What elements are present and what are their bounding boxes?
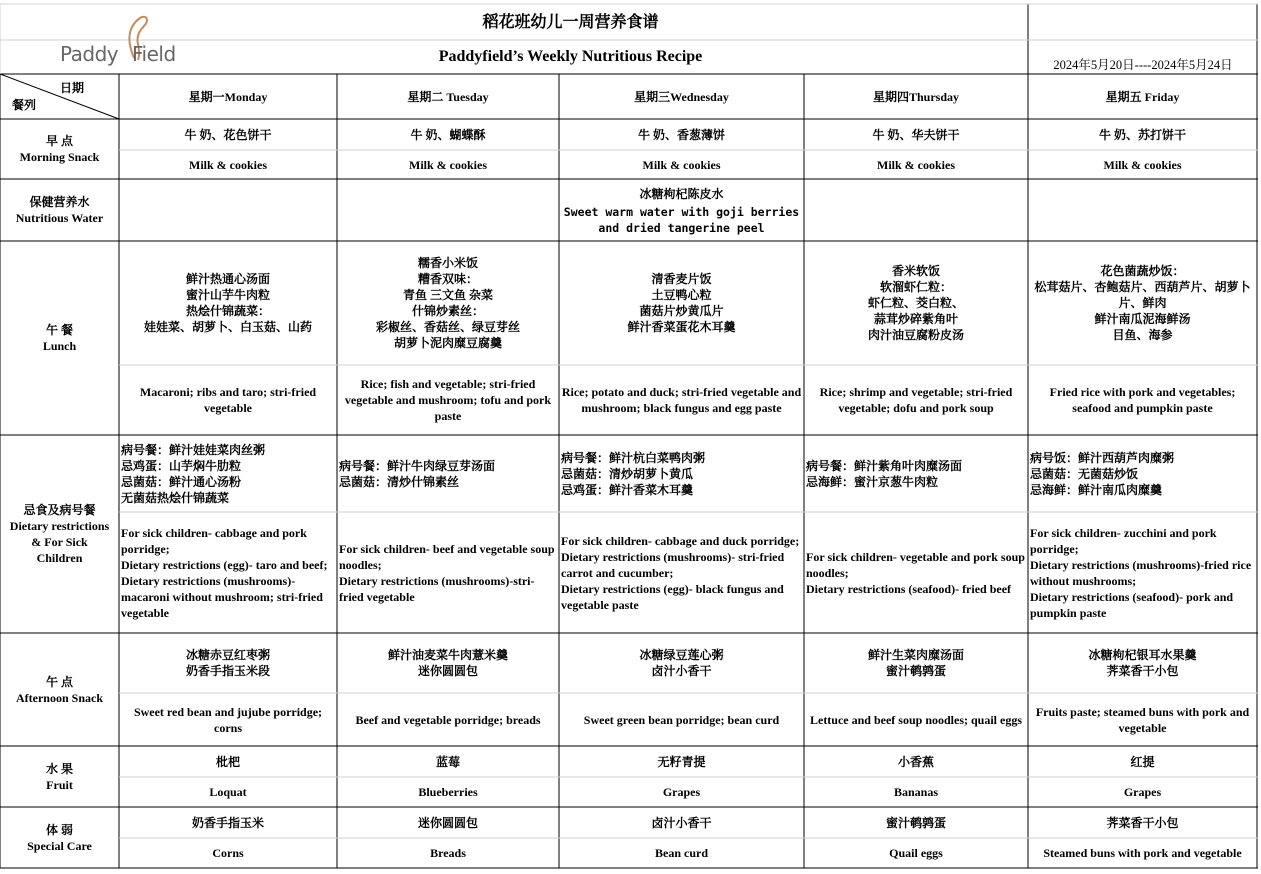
table-cell: 卤汁小香干 [651,815,712,830]
table-cell: Milk & cookies [409,157,487,172]
table-cell: 牛 奶、华夫饼干 [872,127,960,142]
day-header-monday: 星期一Monday [188,89,268,104]
table-cell: Steamed buns with pork and vegetable [1043,846,1242,860]
title-chinese: 稻花班幼儿一周营养食谱 [482,12,659,31]
row-label-nutritious-water: 保健营养水 Nutritious Water [15,195,104,225]
table-cell: 鲜汁生菜肉糜汤面 蜜汁鹌鹑蛋 [867,648,964,678]
table-cell: Lettuce and beef soup noodles; quail eggs [809,712,1023,727]
table-cell: Milk & cookies [1103,157,1182,172]
table-cell: 冰糖枸杞陈皮水 [639,187,724,201]
table-cell: 无籽青提 [657,754,706,769]
table-cell: Bean curd [654,846,708,860]
table-cell: 荠菜香干小包 [1106,815,1179,830]
day-header-friday: 星期五 Friday [1105,89,1180,104]
table-cell: 清香麦片饭 土豆鸭心粒 菌菇片炒黄瓜片 鲜汁香菜蛋花木耳羹 [627,272,736,334]
table-cell: 花色菌蔬炒饭： 松茸菇片、杏鲍菇片、西葫芦片、胡萝卜片、鲜肉 鲜汁南瓜泥海鲜汤 目鱼、海参 [1034,264,1251,342]
table-cell: 小香蕉 [897,754,934,769]
table-cell: Fruits paste; steamed buns with pork and vegetable [1035,704,1250,735]
table-cell: Macaroni; ribs and taro; stri-fried vegetable [139,385,317,415]
day-header-wednesday: 星期三Wednesday [634,89,729,104]
table-cell: 病号餐：鲜汁杭白菜鸭肉粥 忌菌菇：清炒胡萝卜黄瓜 忌鸡蛋：鲜汁香菜木耳羹 [561,450,706,497]
table-cell: 蜜汁鹌鹑蛋 [885,815,946,830]
table-cell: 冰糖赤豆红枣粥 奶香手指玉米段 [185,648,270,678]
table-cell: 奶香手指玉米 [191,815,264,830]
table-cell: 冰糖枸杞银耳水果羹 荠菜香干小包 [1088,648,1197,678]
table-cell: Milk & cookies [642,157,721,172]
row-label-afternoon-snack: 午 点 Afternoon Snack [15,674,103,705]
table-cell: 牛 奶、香葱薄饼 [637,127,725,142]
day-header-thursday: 星期四Thursday [872,89,960,104]
table-cell: Grapes [1123,785,1162,799]
table-cell: For sick children- cabbage and duck porridge; Dietary restrictions (mushrooms)- stri-fried carrot and cucumber; Dietary restrictions (egg)- black fungus and vegetable paste [561,533,800,612]
table-cell: 病号餐：鲜汁紫角叶肉糜汤面 忌海鲜：蜜汁京葱牛肉粒 [806,458,963,489]
table-cell: Sweet red bean and jujube porridge; corns [133,704,323,735]
date-range: 2024年5月20日----2024年5月24日 [1053,58,1233,72]
table-cell: Quail eggs [889,846,943,860]
table-cell: 牛 奶、蝴蝶酥 [410,127,486,142]
day-header-tuesday: 星期二 Tuesday [407,89,489,104]
corner-date-label: 日期 [59,81,84,95]
table-cell: Breads [430,846,466,860]
table-cell: Milk & cookies [877,157,955,172]
row-label-fruit: 水 果 Fruit [45,761,73,792]
table-cell: For sick children- zucchini and pork porridge; Dietary restrictions (mushrooms)-fried rice without mushrooms; Dietary restrictions (seafood)- pork and pumpkin paste [1030,525,1252,620]
table-cell: 病号饭：鲜汁西葫芦肉糜粥 忌菌菇：无菌菇炒饭 忌海鲜：鲜汁南瓜肉糜羹 [1030,450,1175,497]
table-cell: Loquat [209,785,247,799]
table-cell: Rice; shrimp and vegetable; stri-fried vegetable; dofu and pork soup [819,385,1013,415]
table-cell: Corns [212,846,244,860]
corner-meal-label: 餐列 [11,98,36,112]
table-cell: Beef and vegetable porridge; breads [355,712,541,727]
table-cell: 鲜汁油麦菜牛肉薏米羹 迷你圆圆包 [387,648,508,678]
logo-text-left: Paddy [60,42,119,66]
table-cell: 病号餐：鲜汁娃娃菜肉丝粥 忌鸡蛋：山芋焖牛肋粒 忌菌菇：鲜汁通心汤粉 无菌菇热烩什锦蔬菜 [121,442,266,505]
table-cell: Milk & cookies [189,157,267,172]
table-cell: 病号餐：鲜汁牛肉绿豆芽汤面 忌菌菇：清炒什锦素丝 [339,458,496,489]
row-label-special-care: 体 弱 Special Care [27,822,92,853]
table-cell: Fried rice with pork and vegetables; seafood and pumpkin paste [1049,385,1236,415]
table-cell: 迷你圆圆包 [417,815,478,830]
table-cell: Blueberries [418,785,478,799]
logo-text-right: Field [132,42,176,66]
table-cell: For sick children- vegetable and pork soup noodles; Dietary restrictions (seafood)- fried beef [806,549,1025,596]
table-cell: 枇杷 [215,754,240,769]
table-cell: Sweet warm water with goji berries and dried tangerine peel [563,205,800,235]
table-cell: Rice; potato and duck; stri-fried vegetable and mushroom; black fungus and egg paste [561,385,802,415]
row-label-lunch: 午 餐 Lunch [42,323,77,353]
table-cell: 冰糖绿豆莲心粥 卤汁小香干 [639,648,724,678]
table-cell: 蓝莓 [435,754,460,769]
row-label-dietary: 忌食及病号餐 Dietary restrictions & For Sick Children [9,503,110,565]
table-cell: Rice; fish and vegetable; stri-fried vegetable and mushroom; tofu and pork paste [344,377,552,423]
table-cell: 牛 奶、苏打饼干 [1098,127,1186,142]
row-label-morning-snack: 早 点 Morning Snack [19,134,100,164]
table-cell: Bananas [893,785,939,799]
table-cell: Grapes [662,785,701,799]
title-english: Paddyfield’s Weekly Nutritious Recipe [438,48,703,65]
table-cell: 鲜汁热通心汤面 蜜汁山芋牛肉粒 热烩什锦蔬菜： 娃娃菜、胡萝卜、白玉菇、山药 [143,272,312,334]
table-cell: Sweet green bean porridge; bean curd [583,712,780,727]
table-cell: 牛 奶、花色饼干 [184,127,272,142]
table-cell: 糯香小米饭 糟香双味： 青鱼 三文鱼 杂菜 什锦炒素丝： 彩椒丝、香菇丝、绿豆芽丝 胡萝卜泥肉糜豆腐羹 [375,256,520,350]
table-cell: For sick children- cabbage and pork porridge; Dietary restrictions (egg)- taro and beef; Dietary restrictions (mushrooms)- macaroni without mushroom; stri-fried vegetable [121,525,328,620]
table-cell: For sick children- beef and vegetable soup noodles; Dietary restrictions (mushrooms)-stri-fried vegetable [339,541,555,604]
table-cell: 香米软饭 软溜虾仁粒： 虾仁粒、茭白粒、 蒜茸炒碎紫角叶 肉汁油豆腐粉皮汤 [867,264,964,342]
paddyfield-logo [48,14,188,70]
table-cell: 红提 [1130,754,1155,769]
